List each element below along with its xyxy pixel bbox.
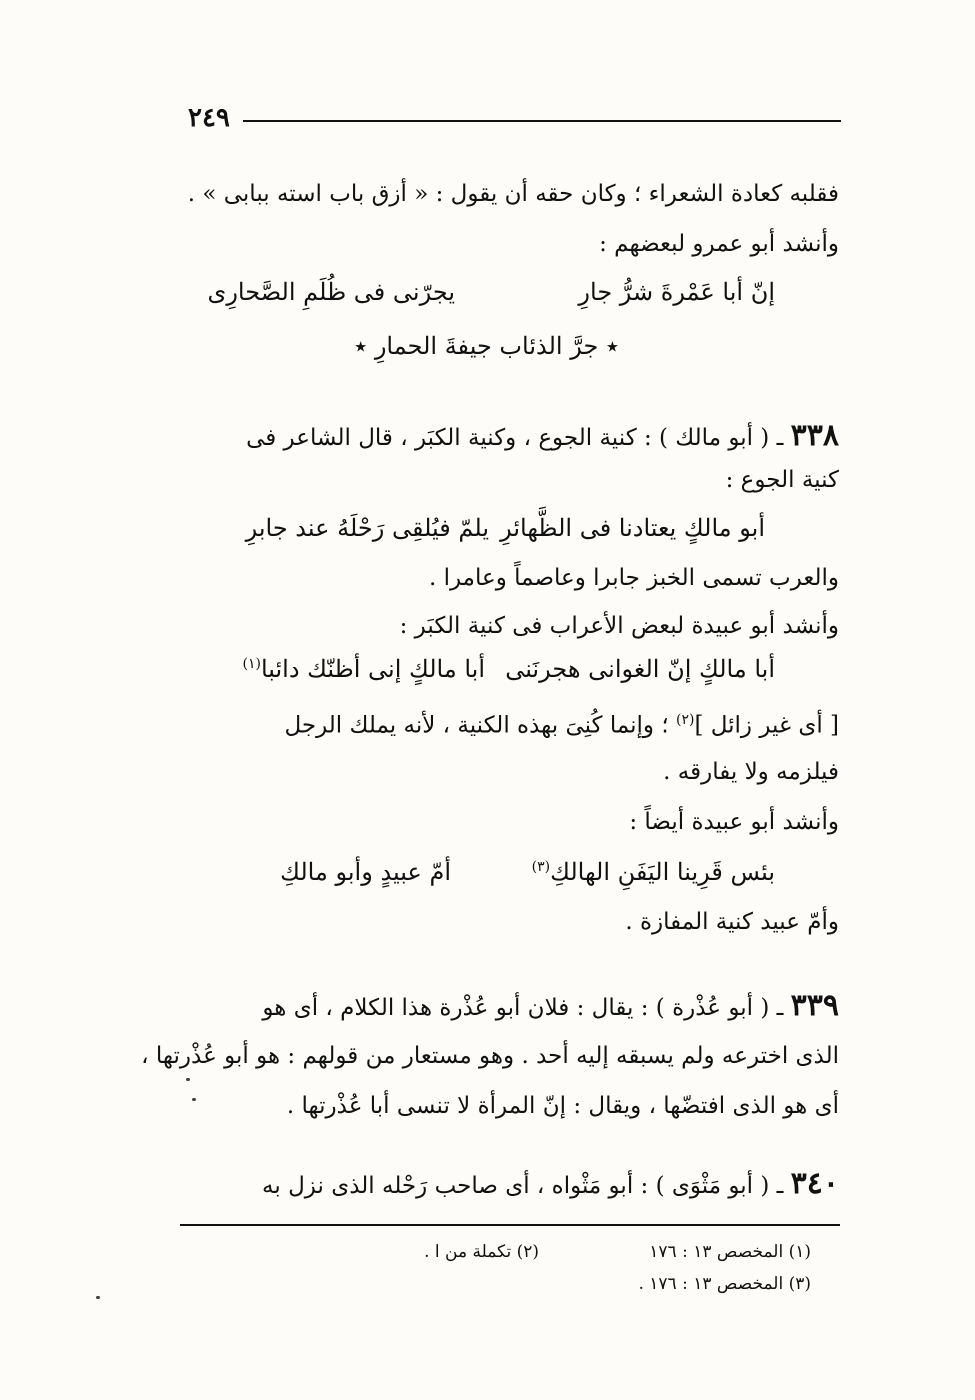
footnote-ref: (١) xyxy=(242,656,261,672)
speck-mark xyxy=(192,1098,196,1101)
text-line: وأنشد أبو عمرو لبعضهم : xyxy=(599,231,839,257)
footnote: (٣) المخصص ١٣ : ١٧٦ . xyxy=(638,1274,811,1294)
speck-mark xyxy=(96,1296,100,1299)
asterisk-icon: ٭ xyxy=(354,332,368,360)
text-span: ؛ وإنما كُنِىَ بهذه الكنية ، لأنه يملك الرجل xyxy=(284,712,669,739)
bracket-text: [ أى غير زائل ] xyxy=(694,712,839,739)
verse-hemistich: أبا مالكٍ إنى أظنّك دائبا xyxy=(260,655,485,683)
footnote: (٢) تكملة من ا . xyxy=(424,1242,539,1262)
entry-text: ـ ( أبو مالك ) : كنية الجوع ، وكنية الكبَر ، قال الشاعر فى xyxy=(246,425,784,451)
text-line: الذى اخترعه ولم يسبقه إليه أحد . وهو مستعار من قولهم : هو أبو عُذْرتها ، xyxy=(141,1043,839,1069)
page-number: ٢٤٩ xyxy=(188,103,230,133)
entry-text: ـ ( أبو مَثْوَى ) : أبو مَثْواه ، أى صاحب رَحْله الذى نزل به xyxy=(262,1173,784,1199)
verse-hemistich: بئس قَرِينا اليَفَنِ الهالكِ xyxy=(550,858,775,886)
text-line: فيلزمه ولا يفارقه . xyxy=(663,759,839,785)
text-line: وأنشد أبو عبيدة أيضاً : xyxy=(629,809,839,835)
entry-number: ٣٣٨ xyxy=(790,418,839,453)
entry-338 xyxy=(246,420,839,454)
entry-number: ٣٣٩ xyxy=(790,988,839,1023)
verse-line xyxy=(354,330,619,362)
entry-text: ـ ( أبو عُذْرة ) : يقال : فلان أبو عُذْرة هذا الكلام ، أى هو xyxy=(262,995,784,1021)
text-line xyxy=(284,704,839,742)
verse-hemistich: أبا مالكٍ إنّ الغوانى هجرنَنى xyxy=(505,655,775,683)
verse-line xyxy=(242,655,485,683)
verse-hemistich: أبو مالكٍ يعتادنا فى الظَّهائرِ xyxy=(500,514,765,542)
asterisk-icon: ٭ xyxy=(605,332,619,360)
text-line: أى هو الذى افتضّها ، ويقال : إنّ المرأة لا تنسى أبا عُذْرتها . xyxy=(286,1093,839,1119)
footnote-rule xyxy=(180,1224,840,1226)
speck-mark xyxy=(186,1078,190,1081)
text-line: وأمّ عبيد كنية المفازة . xyxy=(625,909,839,935)
text-line: فقلبه كعادة الشعراء ؛ وكان حقه أن يقول : « أزق باب استه ببابى » . xyxy=(187,181,839,207)
header-rule xyxy=(243,120,841,122)
entry-339 xyxy=(262,990,839,1024)
text-line: كنية الجوع : xyxy=(725,467,839,493)
verse-hemistich: يجرّنى فى ظُلَمِ الصَّحارِى xyxy=(207,278,455,306)
verse-hemistich: جرَّ الذئاب جيفةَ الحمارِ xyxy=(374,332,599,360)
text-line: وأنشد أبو عبيدة لبعض الأعراب فى كنية الكبَر : xyxy=(399,613,839,639)
entry-340 xyxy=(262,1168,839,1202)
verse-hemistich: إنّ أبا عَمْرةَ شرُّ جارِ xyxy=(578,278,775,306)
verse-line xyxy=(532,858,775,886)
text-line: والعرب تسمى الخبز جابرا وعاصماً وعامرا . xyxy=(428,565,839,591)
verse-hemistich: يلمّ فيُلقِى رَحْلَهُ عند جابرِ xyxy=(245,514,489,542)
entry-number: ٣٤٠ xyxy=(790,1166,839,1201)
verse-hemistich: أمّ عبيدٍ وأبو مالكِ xyxy=(280,858,451,886)
footnote-ref: (٣) xyxy=(531,859,551,875)
footnote-ref: (٢) xyxy=(675,712,695,728)
footnote: (١) المخصص ١٣ : ١٧٦ xyxy=(649,1242,811,1262)
